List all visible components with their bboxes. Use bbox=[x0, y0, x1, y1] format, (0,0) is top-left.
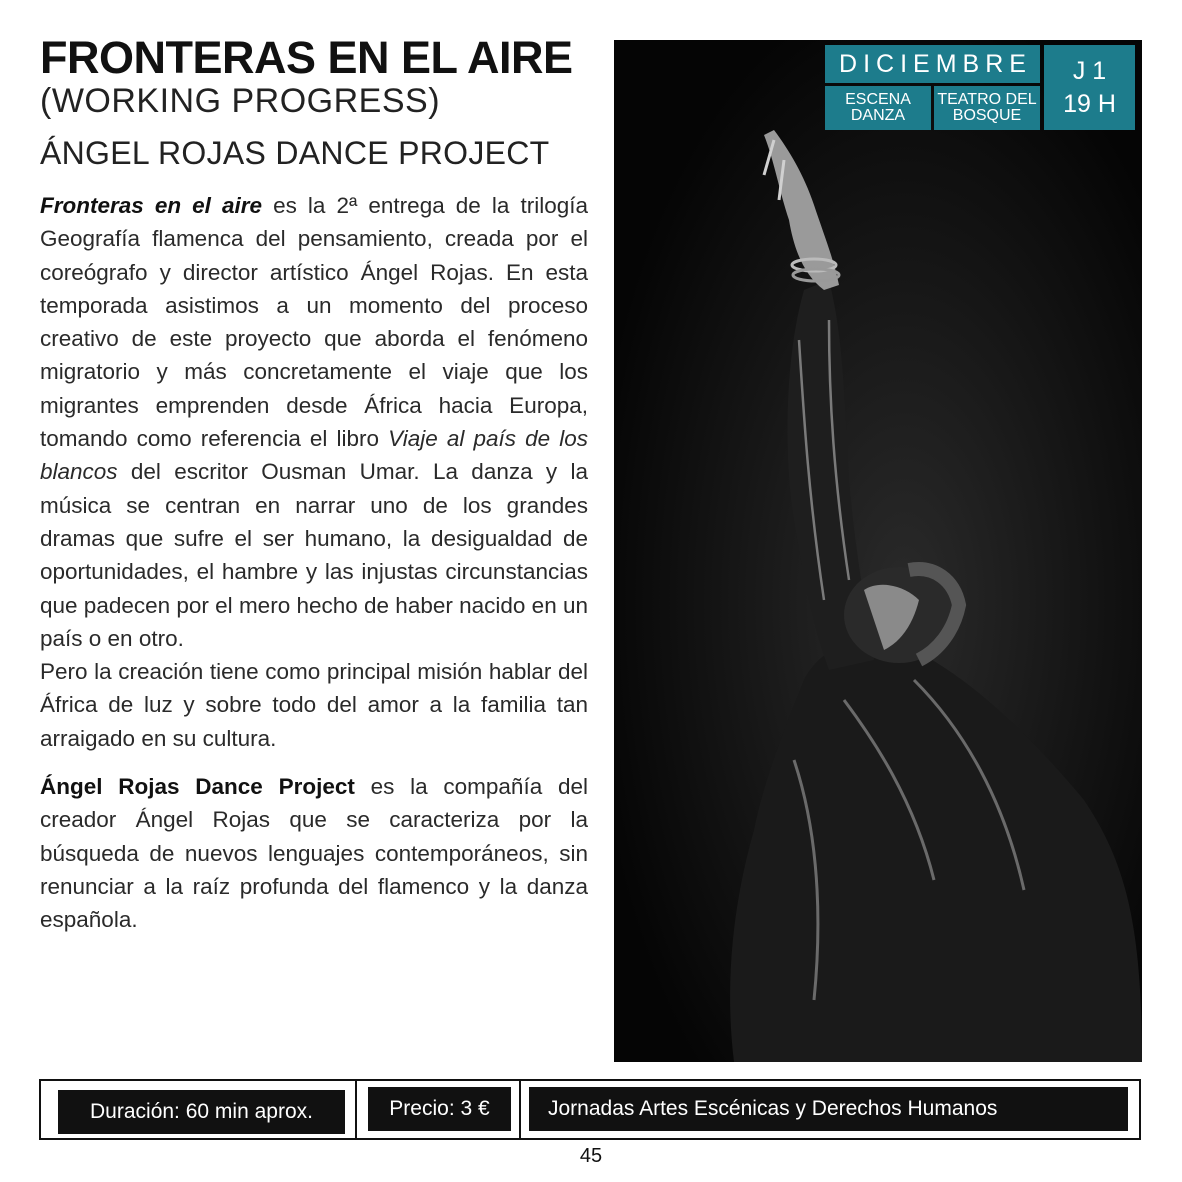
show-title-inline: Fronteras en el aire bbox=[40, 193, 263, 218]
footer-divider bbox=[355, 1079, 357, 1140]
venue-line-2: BOSQUE bbox=[952, 107, 1022, 124]
intro-text-b: del escritor Ousman Umar. La danza y la música se centran en narrar uno de los grandes dramas que sufre el ser humano, la desigualdad de oportunidades, el hambre y las injustas circunstancias que padecen por el mero hecho de haber nacido en un país o en otro. bbox=[40, 459, 588, 651]
month-badge: DICIEMBRE bbox=[825, 45, 1040, 83]
venue-badge bbox=[934, 86, 1040, 130]
company-text: es la compañía del creador Ángel Rojas que se caracteriza por la búsqueda de nuevos lenguajes contemporáneos, sin renunciar a la raíz profunda del flamenco y la danza española. bbox=[40, 774, 588, 933]
intro-text-a: es la 2ª entrega de la trilogía Geografía flamenca del pensamiento, creada por el coreógrafo y director artístico Ángel Rojas. En esta temporada asistimos a un momento del proceso creativo de este proyecto que aborda el fenómeno migratorio y más concretamente el viaje que los migrantes emprenden desde África hacia Europa, tomando como referencia el libro bbox=[40, 193, 588, 452]
duration-label: Duración: 60 min aprox. bbox=[58, 1090, 345, 1134]
company-name-inline: Ángel Rojas Dance Project bbox=[40, 774, 355, 800]
paragraph-intro bbox=[40, 189, 588, 655]
date-time-badge bbox=[1044, 45, 1135, 130]
page-title: FRONTERAS EN EL AIRE bbox=[40, 32, 573, 83]
genre-line-2: DANZA bbox=[850, 107, 906, 124]
genre-badge bbox=[825, 86, 931, 130]
venue-line-1: TEATRO DEL bbox=[937, 91, 1037, 108]
company-name: ÁNGEL ROJAS DANCE PROJECT bbox=[40, 135, 550, 171]
time-label: 19 H bbox=[1063, 89, 1116, 118]
page-number: 45 bbox=[579, 1145, 603, 1167]
book-title: Viaje al país de los blancos bbox=[40, 426, 588, 485]
paragraph-mission: Pero la creación tiene como principal misión hablar del África de luz y sobre todo del amor a la familia tan arraigado en su cultura. bbox=[40, 659, 588, 751]
genre-line-1: ESCENA bbox=[845, 91, 911, 108]
price-label: Precio: 3 € bbox=[368, 1087, 511, 1131]
dancer-photo bbox=[614, 40, 1142, 1062]
dancer-illustration bbox=[614, 40, 1142, 1062]
description bbox=[40, 189, 588, 937]
paragraph-company bbox=[40, 770, 588, 936]
series-label: Jornadas Artes Escénicas y Derechos Humanos bbox=[529, 1087, 1128, 1131]
footer-divider bbox=[519, 1079, 521, 1140]
day-label: J 1 bbox=[1072, 56, 1107, 85]
page-subtitle: (WORKING PROGRESS) bbox=[40, 82, 441, 120]
